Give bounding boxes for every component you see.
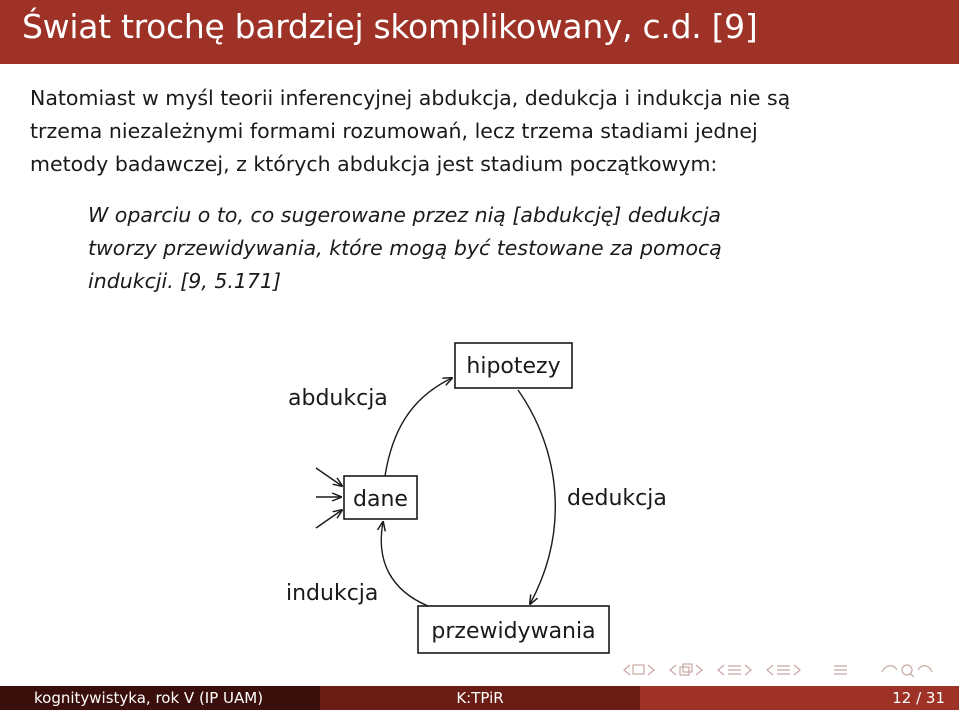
edge-dedukcja <box>518 390 555 604</box>
beamer-navigation-symbols <box>610 660 955 680</box>
nav-appendix-icon[interactable] <box>834 666 847 674</box>
node-przewidywania-label: przewidywania <box>431 619 596 644</box>
node-dane-label: dane <box>353 487 408 512</box>
edge-label-abdukcja: abdukcja <box>288 386 388 411</box>
edge-label-dedukcja: dedukcja <box>567 486 667 511</box>
node-przewidywania <box>418 606 609 653</box>
incoming-arrow-top <box>316 468 342 486</box>
paragraph-line: Natomiast w myśl teorii inferencyjnej abdukcja, dedukcja i indukcja nie są <box>30 86 791 110</box>
nav-section-icon[interactable] <box>718 665 751 675</box>
footer-short-title: K:TPiR <box>456 689 504 707</box>
node-hipotezy <box>455 343 572 388</box>
node-dane <box>344 476 417 519</box>
footer-author: kognitywistyka, rok V (IP UAM) <box>34 689 264 707</box>
nav-subsection-icon[interactable] <box>670 664 702 675</box>
node-hipotezy-label: hipotezy <box>466 354 561 379</box>
edge-abdukcja <box>385 378 452 476</box>
quote-line: indukcji. [9, 5.171] <box>88 269 282 293</box>
edge-indukcja <box>381 522 428 606</box>
nav-search-icon[interactable] <box>882 665 932 677</box>
incoming-arrow-bottom <box>316 510 342 528</box>
paragraph-line: trzema niezależnymi formami rozumowań, lecz trzema stadiami jednej <box>30 119 758 143</box>
slide-footer <box>0 686 959 710</box>
footer-title-segment <box>320 686 640 710</box>
nav-prev-frame-icon[interactable] <box>624 665 654 675</box>
footer-author-segment <box>0 686 320 710</box>
slide-title: Świat trochę bardziej skomplikowany, c.d. [9] <box>22 7 758 46</box>
quote-line: W oparciu o to, co sugerowane przez nią [abdukcję] dedukcja <box>88 203 721 227</box>
footer-page-segment <box>640 686 959 710</box>
edge-label-indukcja: indukcja <box>286 581 379 606</box>
paragraph-line: metody badawczej, z których abdukcja jest stadium początkowym: <box>30 152 718 176</box>
quote-line: tworzy przewidywania, które mogą być testowane za pomocą <box>88 236 722 260</box>
footer-page-number: 12 / 31 <box>892 689 945 707</box>
nav-document-icon[interactable] <box>767 665 800 675</box>
